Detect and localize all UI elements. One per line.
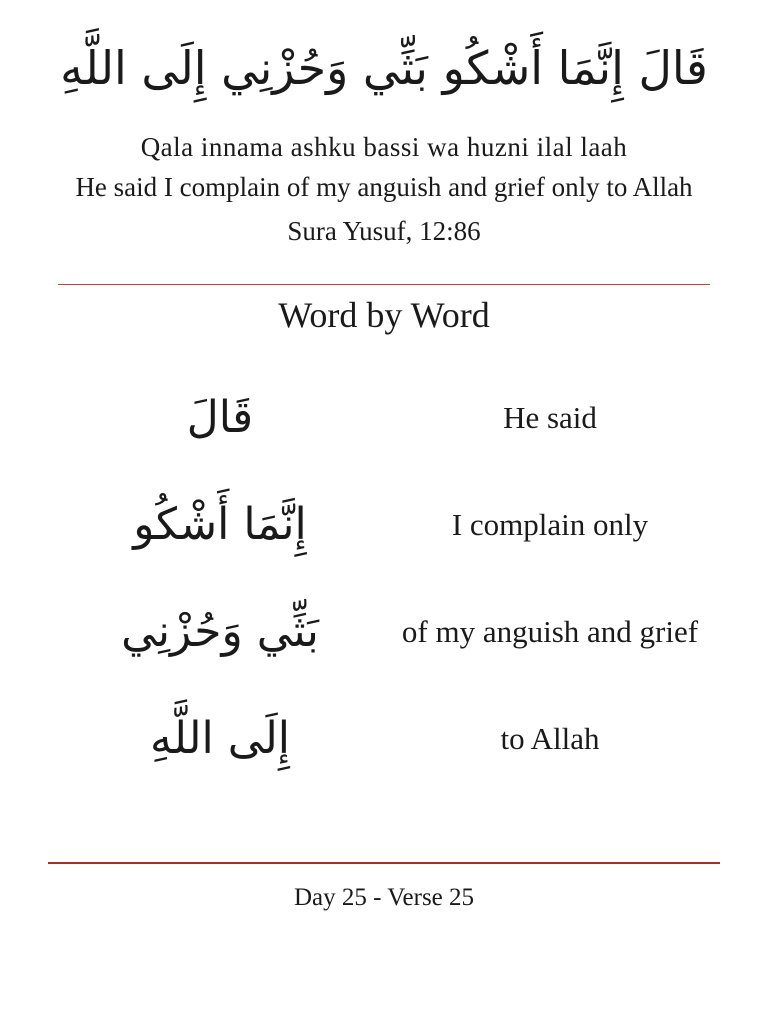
word-english: I complain only [451,507,649,542]
word-english: He said [503,400,597,435]
word-arabic: إِنَّمَا أَشْكُو [133,499,307,550]
word-by-word-list [60,370,720,798]
word-english: to Allah [500,721,600,756]
top-divider [58,284,710,285]
verse-arabic: قَالَ إِنَّمَا أَشْكُو بَثِّي وَحُزْنِي إِلَى اللَّهِ [60,41,708,95]
word-english: of my anguish and grief [401,614,699,649]
word-row [60,584,720,691]
verse-translation: He said I complain of my anguish and grief only to Allah [75,172,693,202]
verse-transliteration: Qala innama ashku bassi wa huzni ilal laah [140,132,628,162]
word-arabic: بَثِّي وَحُزْنِي [121,606,319,657]
word-row [60,477,720,584]
verse-reference: Sura Yusuf, 12:86 [287,216,481,246]
word-arabic: قَالَ [186,392,254,443]
section-title: Word by Word [278,295,490,335]
word-row [60,691,720,798]
bottom-divider [48,862,720,864]
word-row [60,370,720,477]
word-arabic: إِلَى اللَّهِ [149,713,291,764]
footer-label: Day 25 - Verse 25 [293,884,475,911]
